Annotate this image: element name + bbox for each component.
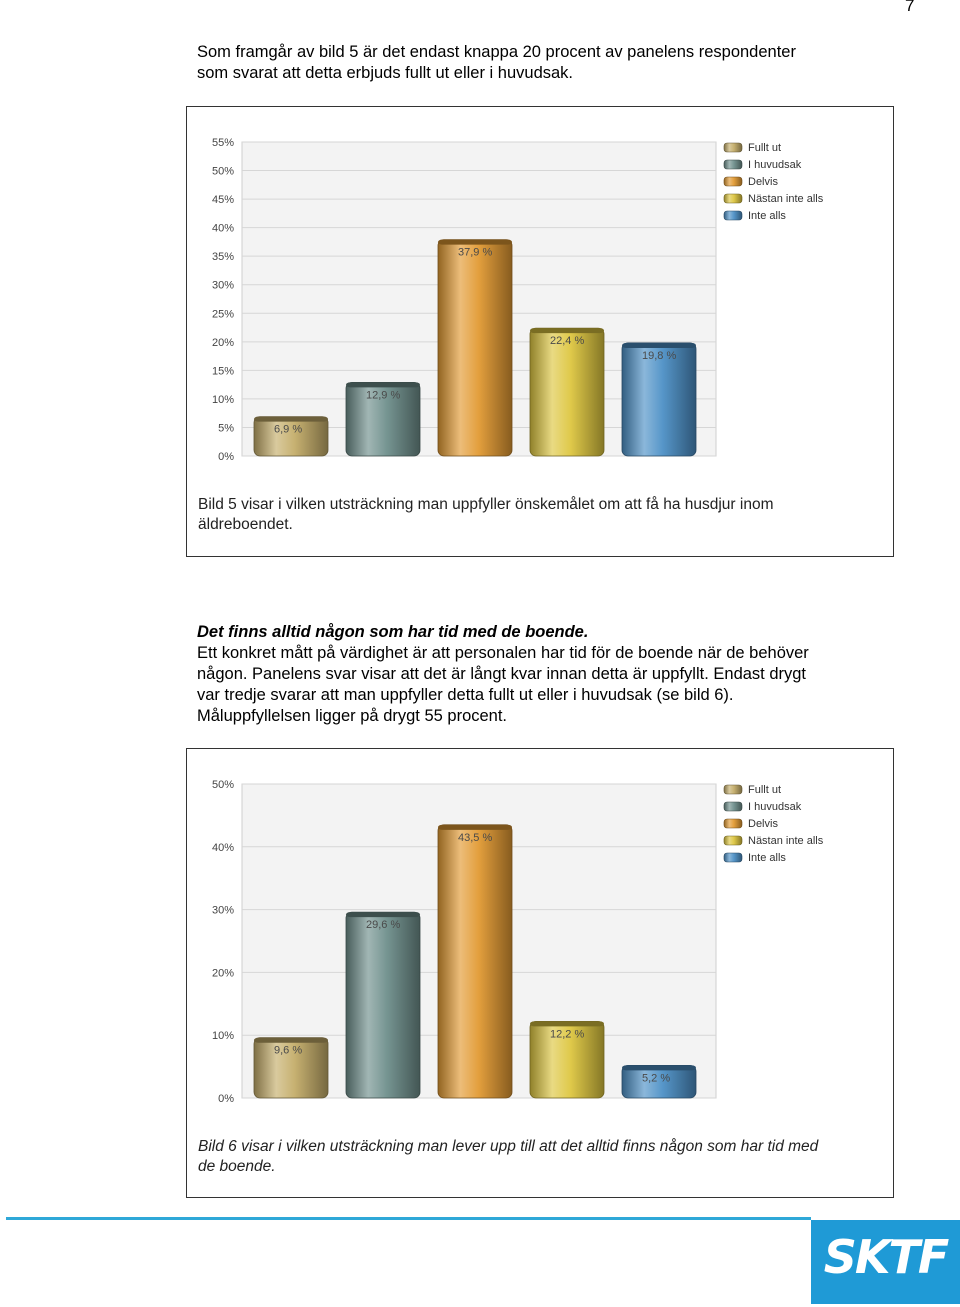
y-tick-label: 50%: [211, 165, 234, 178]
y-tick-label: 35%: [211, 251, 234, 264]
legend-swatch: [724, 177, 742, 186]
y-tick-label: 20%: [211, 336, 234, 349]
bar-cap: [530, 1021, 604, 1026]
legend-swatch: [724, 836, 742, 845]
legend-label: Delvis: [748, 176, 778, 188]
legend-label: Fullt ut: [748, 142, 782, 154]
bar-delvis: [438, 240, 512, 456]
caption-5-line-2: äldreboendet.: [198, 516, 293, 533]
bar-value-label: 12,9 %: [366, 389, 401, 402]
y-tick-label: 10%: [211, 393, 234, 406]
legend-swatch: [724, 802, 742, 811]
bar-value-label: 37,9 %: [458, 246, 493, 259]
bar-chart-bild-5: [196, 127, 886, 482]
bar-nastan-inte-alls: [530, 328, 604, 456]
legend-swatch: [724, 194, 742, 203]
legend-label: Fullt ut: [748, 784, 782, 796]
y-tick-label: 25%: [211, 308, 234, 321]
bar-cap: [346, 382, 420, 387]
footer-divider: [6, 1217, 811, 1220]
bar-value-label: 19,8 %: [642, 349, 677, 362]
legend-swatch: [724, 785, 742, 794]
y-tick-label: 0%: [218, 451, 234, 463]
intro-line-1: Som framgår av bild 5 är det endast knappa 20 procent av panelens respondenter: [197, 43, 796, 61]
intro-line-2: som svarat att detta erbjuds fullt ut eller i huvudsak.: [197, 64, 574, 82]
section-paragraph: [197, 622, 897, 727]
y-tick-label: 40%: [211, 222, 234, 235]
bar-value-label: 6,9 %: [274, 423, 303, 436]
bar-cap: [254, 1038, 328, 1043]
y-tick-label: 55%: [211, 137, 234, 149]
legend-swatch: [724, 819, 742, 828]
bar-value-label: 29,6 %: [366, 919, 401, 932]
bar-i-huvudsak: [346, 912, 420, 1098]
bar-fullt-ut: [254, 417, 328, 456]
bar-value-label: 12,2 %: [550, 1028, 585, 1041]
bar-value-label: 9,6 %: [274, 1044, 303, 1057]
section-heading: Det finns alltid någon som har tid med de boende.: [197, 623, 589, 641]
page-number: 7: [905, 0, 915, 15]
legend-swatch: [724, 143, 742, 152]
y-tick-label: 0%: [218, 1093, 234, 1105]
y-tick-label: 5%: [218, 422, 234, 435]
bar-delvis: [438, 825, 512, 1098]
sktf-logo: [811, 1220, 960, 1304]
legend-label: I huvudsak: [748, 801, 802, 813]
legend-label: Inte alls: [748, 852, 786, 864]
caption-6-line-2: de boende.: [198, 1158, 276, 1175]
bar-cap: [622, 343, 696, 348]
legend-label: Delvis: [748, 818, 778, 830]
section-line-2: någon. Panelens svar visar att det är långt kvar innan detta är uppfyllt. Endast drygt: [197, 665, 807, 683]
y-tick-label: 30%: [211, 904, 234, 917]
bar-value-label: 22,4 %: [550, 335, 585, 348]
bar-cap: [254, 417, 328, 422]
logo-text: SKTF: [823, 1230, 948, 1284]
legend-label: Nästan inte alls: [748, 193, 824, 205]
legend-label: I huvudsak: [748, 159, 802, 171]
legend-swatch: [724, 853, 742, 862]
bar-cap: [346, 912, 420, 917]
section-line-1: Ett konkret mått på värdighet är att personalen har tid för de boende när de behöver: [197, 644, 809, 662]
bar-cap: [438, 825, 512, 830]
bar-value-label: 5,2 %: [642, 1072, 671, 1085]
y-tick-label: 10%: [211, 1030, 234, 1043]
section-line-3: var tredje svarar att man uppfyller detta fullt ut eller i huvudsak (se bild 6).: [197, 686, 734, 704]
legend-swatch: [724, 211, 742, 220]
y-tick-label: 40%: [211, 841, 234, 854]
figure-bild-5: [186, 106, 894, 557]
caption-5-line-1: Bild 5 visar i vilken utsträckning man uppfyller önskemålet om att få ha husdjur inom: [198, 496, 774, 513]
bar-value-label: 43,5 %: [458, 831, 493, 844]
caption-6-line-1: Bild 6 visar i vilken utsträckning man lever upp till att det alltid finns någon som har tid med: [198, 1138, 819, 1155]
y-tick-label: 50%: [211, 779, 234, 791]
y-tick-label: 45%: [211, 194, 234, 207]
figure-bild-6: [186, 748, 894, 1198]
y-tick-label: 15%: [211, 365, 234, 378]
y-tick-label: 30%: [211, 279, 234, 292]
bar-cap: [530, 328, 604, 333]
legend-label: Inte alls: [748, 210, 786, 222]
y-tick-label: 20%: [211, 967, 234, 980]
bar-cap: [438, 240, 512, 245]
figure-caption-bild-6: [198, 1137, 888, 1177]
intro-paragraph: [197, 42, 897, 84]
legend-label: Nästan inte alls: [748, 835, 824, 847]
legend-swatch: [724, 160, 742, 169]
figure-caption-bild-5: [198, 495, 888, 535]
bar-cap: [622, 1065, 696, 1070]
section-line-4: Måluppfyllelsen ligger på drygt 55 procent.: [197, 707, 508, 725]
bar-chart-bild-6: [196, 769, 886, 1124]
